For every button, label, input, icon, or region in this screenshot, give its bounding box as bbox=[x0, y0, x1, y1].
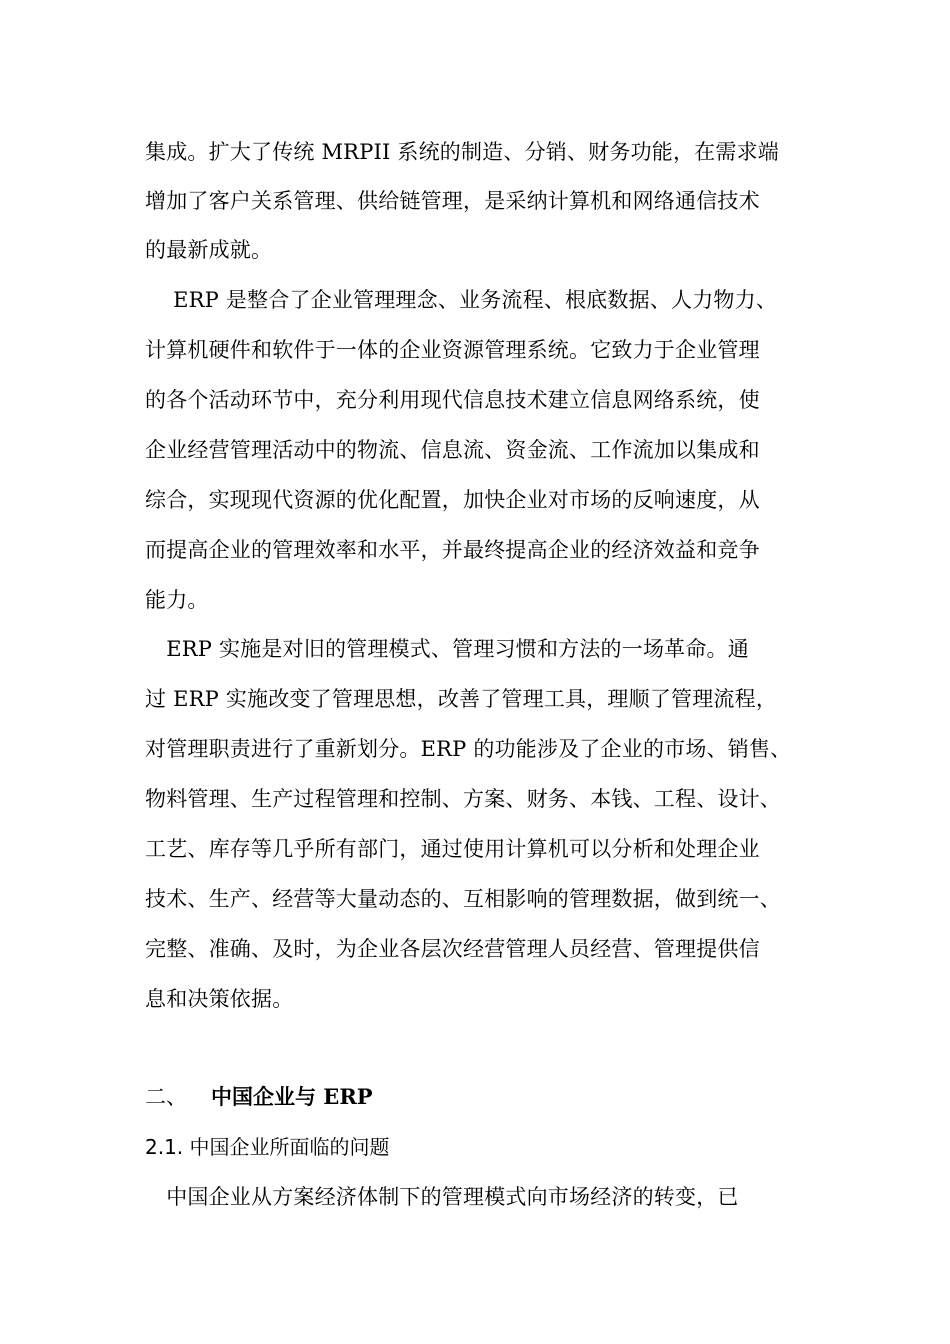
paragraph-2-line-4: 企业经营管理活动中的物流、信息流、资金流、工作流加以集成和 bbox=[145, 438, 760, 462]
paragraph-3-line-6: 技术、生产、经营等大量动态的、互相影响的管理数据，做到统一、 bbox=[145, 887, 781, 911]
paragraph-3-line-1: ERP 实施是对旧的管理模式、管理习惯和方法的一场革命。通 bbox=[145, 637, 749, 661]
paragraph-2-line-2: 计算机硬件和软件于一体的企业资源管理系统。它致力于企业管理 bbox=[145, 338, 760, 362]
paragraph-2-line-3: 的各个活动环节中，充分利用现代信息技术建立信息网络系统，使 bbox=[145, 388, 760, 412]
paragraph-3-line-5: 工艺、库存等几乎所有部门，通过使用计算机可以分析和处理企业 bbox=[145, 837, 760, 861]
section-heading bbox=[145, 1083, 373, 1111]
paragraph-3-line-3: 对管理职责进行了重新划分。ERP 的功能涉及了企业的市场、销售、 bbox=[145, 737, 792, 761]
paragraph-2-line-1: ERP 是整合了企业管理理念、业务流程、根底数据、人力物力、 bbox=[145, 288, 778, 312]
paragraph-2-line-6: 而提高企业的管理效率和水平，并最终提高企业的经济效益和竞争 bbox=[145, 538, 760, 562]
paragraph-2-line-7: 能力。 bbox=[145, 588, 209, 612]
paragraph-2-line-5: 综合，实现现代资源的优化配置，加快企业对市场的反响速度，从 bbox=[145, 488, 760, 512]
paragraph-3-line-8: 息和决策依据。 bbox=[145, 987, 294, 1011]
paragraph-3-line-7: 完整、准确、及时，为企业各层次经营管理人员经营、管理提供信 bbox=[145, 937, 760, 961]
subsection-heading: 2.1. 中国企业所面临的问题 bbox=[145, 1135, 390, 1159]
final-paragraph-line-1: 中国企业从方案经济体制下的管理模式向市场经济的转变，已 bbox=[145, 1185, 739, 1209]
paragraph-3-line-4: 物料管理、生产过程管理和控制、方案、财务、本钱、工程、设计、 bbox=[145, 787, 781, 811]
paragraph-1-line-2: 增加了客户关系管理、供给链管理，是采纳计算机和网络通信技术 bbox=[145, 189, 760, 213]
paragraph-1-line-3: 的最新成就。 bbox=[145, 238, 273, 262]
paragraph-3-line-2: 过 ERP 实施改变了管理思想，改善了管理工具，理顺了管理流程， bbox=[145, 687, 778, 711]
section-number: 二、 bbox=[145, 1085, 187, 1109]
paragraph-1-line-1: 集成。扩大了传统 MRPII 系统的制造、分销、财务功能，在需求端 bbox=[145, 140, 779, 164]
section-title: 中国企业与 ERP bbox=[211, 1084, 373, 1109]
